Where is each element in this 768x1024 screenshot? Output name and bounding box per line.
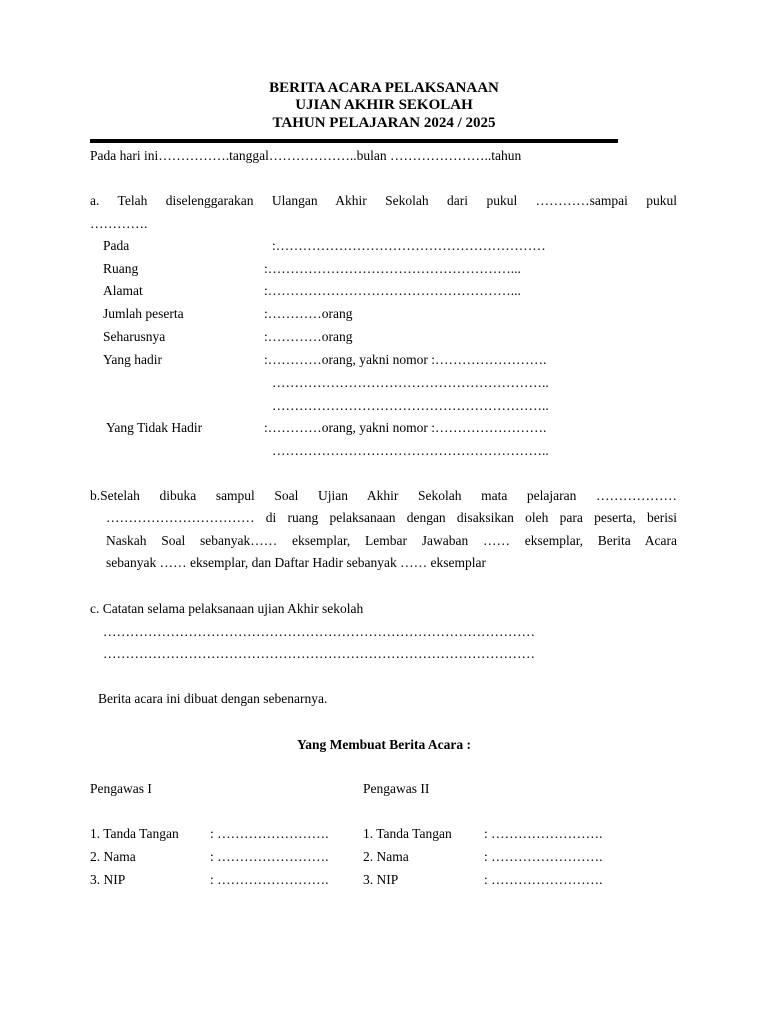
yang-hadir-continuation-1: …………………………………………………….. [272, 375, 549, 390]
field-label-ruang: Ruang [103, 261, 139, 276]
field-label-pada: Pada [103, 238, 130, 253]
section-c-heading: c. Catatan selama pelaksanaan ujian Akhir sekolah [90, 601, 364, 616]
field-value-jumlah-peserta: :…………orang [264, 306, 353, 321]
header-divider [90, 139, 618, 143]
field-value-yang-hadir: :…………orang, yakni nomor :……………………. [264, 352, 547, 367]
academic-year: TAHUN PELAJARAN 2024 / 2025 [272, 115, 496, 131]
pengawas-2-nip-label: 3. NIP [363, 872, 399, 887]
pengawas-1-name-value: : ……………………. [210, 849, 329, 864]
pengawas-2-name-label: 2. Nama [363, 849, 409, 864]
pengawas-2-signature-label: 1. Tanda Tangan [363, 826, 452, 841]
pengawas-1-signature-value: : ……………………. [210, 826, 329, 841]
pengawas-1-signature-label: 1. Tanda Tangan [90, 826, 179, 841]
section-c-dotted-line-1: …………………………………………………………………………………… [103, 624, 535, 639]
field-value-seharusnya: :…………orang [264, 329, 353, 344]
document-title: BERITA ACARA PELAKSANAAN [269, 80, 499, 96]
field-label-yang-tidak-hadir: Yang Tidak Hadir [106, 420, 203, 435]
intro-line: Pada hari ini…………….tanggal………………..bulan …………………..tahun [90, 148, 522, 163]
section-a-line1: a. Telah diselenggarakan Ulangan Akhir Sekolah dari pukul …………sampai pukul [90, 193, 677, 208]
pengawas-2-name-value: : ……………………. [484, 849, 603, 864]
field-value-yang-tidak-hadir: :…………orang, yakni nomor :……………………. [264, 420, 547, 435]
document-subtitle: UJIAN AKHIR SEKOLAH [295, 97, 473, 113]
section-b-line2: …………………………… di ruang pelaksanaan dengan disaksikan oleh para peserta, berisi [106, 510, 677, 525]
closing-statement: Berita acara ini dibuat dengan sebenarnya. [98, 691, 328, 706]
section-c-dotted-line-2: …………………………………………………………………………………… [103, 646, 535, 661]
pengawas-2-nip-value: : ……………………. [484, 872, 603, 887]
field-label-jumlah-peserta: Jumlah peserta [103, 306, 184, 321]
field-label-yang-hadir: Yang hadir [103, 352, 163, 367]
field-value-pada: :…………………………………………………… [272, 238, 546, 253]
yang-tidak-hadir-continuation: …………………………………………………….. [272, 443, 549, 458]
yang-hadir-continuation-2: …………………………………………………….. [272, 398, 549, 413]
pengawas-2-title: Pengawas II [363, 781, 430, 796]
section-b-line1: b.Setelah dibuka sampul Soal Ujian Akhir Sekolah mata pelajaran ……………… [90, 488, 677, 503]
field-label-alamat: Alamat [103, 283, 143, 298]
pengawas-2-signature-value: : ……………………. [484, 826, 603, 841]
pengawas-1-nip-value: : ……………………. [210, 872, 329, 887]
field-value-alamat: :………………………………………………... [264, 283, 521, 298]
pengawas-1-title: Pengawas I [90, 781, 152, 796]
field-label-seharusnya: Seharusnya [103, 329, 166, 344]
pengawas-1-name-label: 2. Nama [90, 849, 136, 864]
pengawas-1-nip-label: 3. NIP [90, 872, 126, 887]
section-a-line2: …………. [90, 216, 148, 231]
field-value-ruang: :………………………………………………... [264, 261, 521, 276]
section-b-line4: sebanyak …… eksemplar, dan Daftar Hadir sebanyak …… eksemplar [106, 555, 486, 570]
signers-heading: Yang Membuat Berita Acara : [297, 737, 471, 752]
section-b-line3: Naskah Soal sebanyak…… eksemplar, Lembar Jawaban …… eksemplar, Berita Acara [106, 533, 677, 548]
